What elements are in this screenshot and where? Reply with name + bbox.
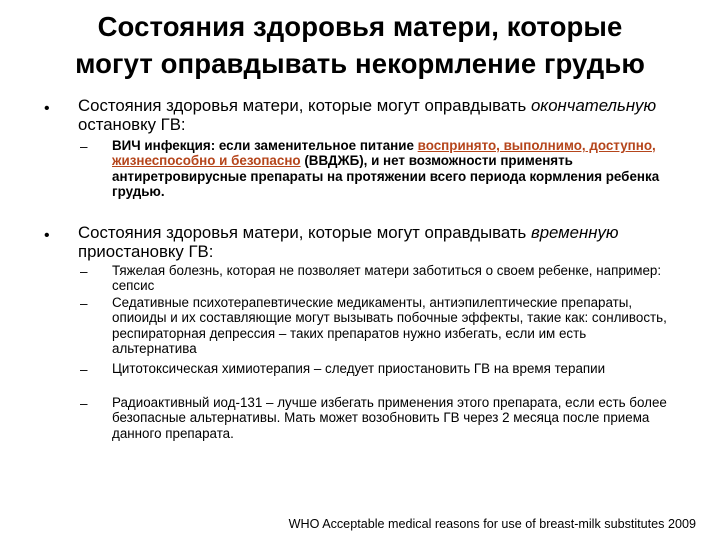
dash-marker-2-4: – (80, 396, 88, 411)
slide-title (0, 8, 720, 82)
bullet-marker-2: • (44, 227, 50, 244)
section-2-italic: временную (530, 223, 619, 242)
section-1-italic: окончательную (530, 96, 657, 115)
section-2-text-after: приостановку ГВ: (78, 241, 214, 261)
dash-marker-2-1: – (80, 264, 88, 279)
section-2-item-severe-illness: Тяжелая болезнь, которая не позволяет матери заботиться о своем ребенке, например: сепсис (112, 263, 662, 294)
section-1-text-before: Состояния здоровья матери, которые могут оправдывать (78, 96, 531, 115)
dash-marker-1-1: – (80, 139, 88, 154)
hiv-underlined-criteria: воспринято, выполнимо, доступно, жизнеспособно и безопасно (112, 138, 656, 169)
section-2-item-chemotherapy: Цитотоксическая химиотерапия – следует приостановить ГВ на время терапии (112, 361, 606, 376)
section-1-text-after: остановку ГВ: (78, 114, 186, 134)
bullet-marker-1: • (44, 100, 50, 117)
title-line-1: Состояния здоровья матери, которые (97, 11, 623, 42)
section-1-item-hiv (112, 138, 667, 199)
section-2-item-sedatives: Седативные психотерапевтические медикаменты, антиэпилептические препараты, опиоиды и их составляющие могут вызывать побочные эффекты, такие как: сонливость, респираторная депрессия – таких препаратов нужно избегать, если им есть альтернатива (112, 295, 667, 356)
section-2-item-radioactive-iodine: Радиоактивный иод-131 – лучше избегать применения этого препарата, если есть более безопасные альтернативы. Мать может возобновить ГВ через 2 месяца после приема данного препарата. (112, 395, 667, 441)
dash-marker-2-3: – (80, 362, 88, 377)
title-line-2: могут оправдывать некормление грудью (75, 48, 645, 79)
source-footer: WHO Acceptable medical reasons for use of breast-milk substitutes 2009 (288, 517, 696, 531)
dash-marker-2-2: – (80, 296, 88, 311)
section-2-text-before: Состояния здоровья матери, которые могут оправдывать (78, 223, 531, 242)
hiv-text-part1: ВИЧ инфекция: если заменительное питание (112, 138, 418, 153)
hiv-text-part2: (ВВДЖБ), и нет возможности применять антиретровирусные препараты на протяжении всего периода кормления ребенка грудью. (112, 153, 660, 199)
section-1-heading (78, 97, 698, 134)
section-2-heading (78, 224, 678, 261)
